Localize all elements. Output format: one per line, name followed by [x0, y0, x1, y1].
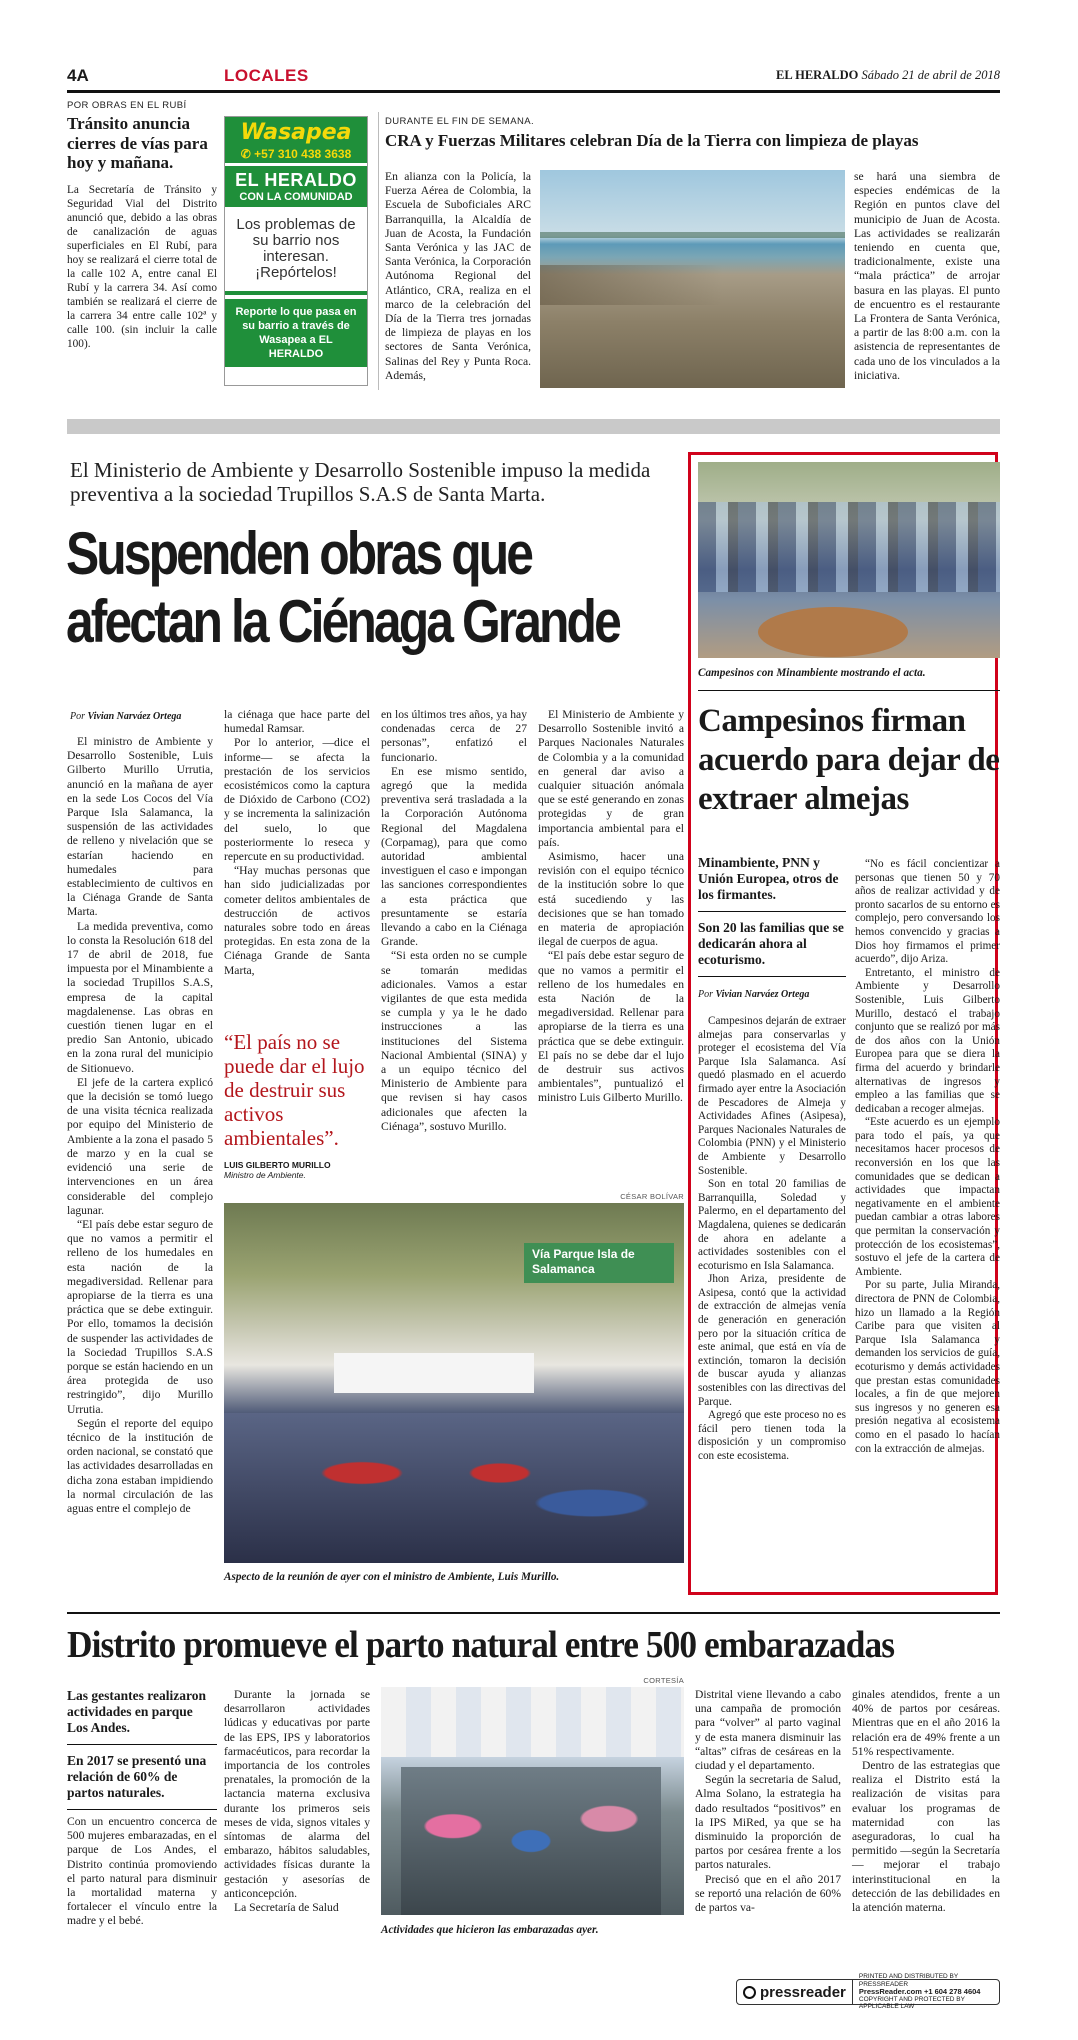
story4-col1 [67, 1815, 217, 1929]
paragraph: “No es fácil concientizar a personas que tienen 50 y 70 años de realizar actividad y de pronto sacarlos de su entorno es complejo, pero conversando los hemos convencido y gracias a Dios hoy firmamos el primer acuerdo”, dijo Ariza. [855, 858, 1000, 966]
headline-line2: afectan la Ciénaga Grande [66, 588, 619, 655]
pull-quote [224, 1030, 374, 1180]
brand-sub: CON LA COMUNIDAD [239, 191, 353, 203]
paragraph: “El país debe estar seguro de que no vamos a permitir el relleno de los humedales en esta nación de la megadiversidad. Rellenar para apropiarse de la tierra es una práctica que se debe extinguir. Por ello, tomamos la decisión de suspender las actividades de la Sociedad Trupillos S.A.S porque se están haciendo en un área protegida de uso restringido”, dijo Murillo Urrutia. [67, 1217, 213, 1416]
subhead-1: Minambiente, PNN y Unión Europea, otros de los firmantes. [698, 855, 839, 902]
paragraph: “Hay muchas personas que han sido judicializadas por cometer delitos ambientales de destrucción de activos naturales sobre todo en áreas protegidas. En esta zona de la Ciénaga Grande de Santa Marta, [224, 864, 370, 977]
subhead-2: Son 20 las familias que se dedicarán ahora al ecoturismo. [698, 920, 844, 967]
deck: El Ministerio de Ambiente y Desarrollo Sostenible impuso la medida preventiva a la sociedad Trupillos S.A.S de Santa Marta. [70, 458, 651, 506]
sidebar-col2 [855, 858, 1000, 1456]
byline [70, 711, 181, 722]
author-name: Vivian Narváez Ortega [715, 989, 810, 1000]
paragraph: en los últimos tres años, ya hay condenadas cerca de 27 personas”, enfatizó el funcionario. [381, 708, 527, 764]
paragraph: Asimismo, hacer una revisión con el equipo técnico de la institución sobre lo que está sucediendo y las decisiones que se han tomado en materia de apropiación ilegal de cuerpos de agua. [538, 850, 684, 949]
paragraph: Jhon Ariza, presidente de Asipesa, contó que la actividad de extracción de almejas venía de generación en generación pero por la situación crítica de este animal, que está en vía de extinción, tomaron la decisión de buscar ayuda y alianzas sostenibles con las directivas del Parque. [698, 1273, 846, 1408]
quote-name: LUIS GILBERTO MURILLO [224, 1160, 331, 1170]
paragraph: La medida preventiva, como lo consta la Resolución 618 del 17 de abril de 2018, fue impuesta por el Minambiente a la sociedad Trupillos S.A.S, empresa de la capital magdalenense. Las obras en cuestión tienen lugar en el predio San Antonio, ubicado en la zona rural del municipio de Sitionuevo. [67, 919, 213, 1075]
sidebar-photo [698, 462, 1000, 658]
story4-col2 [224, 1688, 370, 1915]
story-transito [67, 100, 217, 351]
paragraph: Distrital viene llevando a cabo una campaña de promoción para “volver” al parto vaginal y de esta manera disminuir las “altas” cifras de cesáreas en la ciudad y el departamento. [695, 1688, 841, 1773]
paragraph: Según el reporte del equipo técnico de la institución de orden nacional, se constató que las actividades desarrolladas en dicha zona estaban impidiendo la normal circulación de las aguas entre el complejo de [67, 1416, 213, 1515]
author-name: Vivian Narváez Ortega [87, 711, 182, 722]
photo-caption: Actividades que hicieron las embarazadas ayer. [381, 1924, 599, 1936]
photo-caption: Aspecto de la reunión de ayer con el ministro de Ambiente, Luis Murillo. [224, 1571, 560, 1583]
whatsapp-phone [225, 147, 367, 161]
quote-text: “El país no se puede dar el lujo de destruir sus activos ambientales”. [224, 1030, 365, 1150]
body-text [67, 183, 217, 351]
paragraph: “El país debe estar seguro de que no vamos a permitir el relleno de los humedales en esta Nación de la megadiversidad. Rellenar para apropiarse de la tierra es una práctica que se debe extinguir. El país no se debe dar el lujo de destruir sus activos ambientales”, puntualizó el ministro Luis Gilberto Murillo. [538, 949, 684, 1105]
section-label: LOCALES [224, 66, 309, 85]
meeting-photo [224, 1203, 684, 1563]
paper-name: EL HERALDO [776, 68, 859, 82]
story4-col4 [852, 1688, 1000, 1915]
story4-headline: Distrito promueve el parto natural entre 500 embarazadas [67, 1624, 895, 1666]
paragraph: La Secretaría de Salud [234, 1901, 339, 1915]
paragraph: Campesinos dejarán de extraer almejas para conservarlas y proteger el ecosistema del Vía Parque Isla Salamanca. Así quedó plasmado en el acuerdo firmado ayer entre la Asociación de Pescadores de Almeja y Actividades Afines (Asipesa), Parques Nacionales Naturales de Colombia (PNN) y el Ministerio de Ambiente y Desarrollo Sostenible. [698, 1015, 846, 1177]
issue-date: Sábado 21 de abril de 2018 [861, 68, 1000, 82]
photo-credit: CORTESÍA [643, 1676, 684, 1685]
paragraph: Con un encuentro concerca de 500 mujeres embarazadas, en el parque de Los Andes, el Distrito continúa promoviendo el parto natural para disminuir la mortalidad materna y fortalecer el vínculo entre la madre y el bebé. [67, 1815, 217, 1928]
paragraph: Por su parte, Julia Miranda, directora de PNN de Colombia, hizo un llamado a la Región Caribe para que visiten al Parque Isla Salamanca y demanden los servicios de guía, ecoturismo y demás actividades que prestan estas comunidades locales, a fin de que mejoren sus ingresos y no generen esa presión negativa al ecosistema como en el pasado lo hacían con la extracción de almejas. [855, 1279, 1000, 1455]
paragraph: El ministro de Ambiente y Desarrollo Sostenible, Luis Gilberto Murillo Urrutia, anunció en la mañana de ayer en la sede Los Cocos del Vía Parque Isla Salamanca, la suspensión de las actividades de relleno y nivelación que se estarían haciendo en humedales para establecimiento de cultivos en la Ciénaga Grande de Santa Marta. [67, 735, 213, 919]
byline [698, 989, 846, 1000]
quote-role: Ministro de Ambiente. [224, 1170, 306, 1180]
paragraph: “Este acuerdo es un ejemplo para todo el país, ya que necesitamos hacer procesos de reconversión en los que las comunidades que se dedican a actividades que impactan negativamente en el ambiente puedan cambiar a otras labores que permitan la conservación y protección de los ecosistemas”, sostuvo el jefe de la cartera de Ambiente. [855, 1116, 1000, 1278]
main-col2 [224, 708, 370, 978]
body-text-col2 [854, 170, 1000, 383]
paragraph: Precisó que en el año 2017 se reportó una relación de 60% de partos va- [695, 1872, 841, 1915]
park-sign: Vía Parque Isla de Salamanca [524, 1243, 674, 1283]
paragraph: Por lo anterior, —dice el informe— se afecta la prestación de los servicios ecosistémicos como la captura de Dióxido de Carbono (CO2) y se incrementa la salinización del suelo, lo que posteriormente lo reseca y repercute en su productividad. [224, 736, 370, 864]
paragraph: se hará una siembra de especies endémicas de la Región en puntos clave del municipio de Juan de Acosta. Las actividades se realizarán teniendo en cuenta que, tradicionalmente, existe una “mala práctica” de arrojar basura en las playas. El punto de encuentro es el restaurante La Frontera de Santa Verónica, a partir de las 8:00 a.m. con la asistencia de representantes de cada uno de los vinculados a la iniciativa. [854, 170, 1000, 382]
subhead-1: Las gestantes realizaron actividades en parque Los Andes. [67, 1688, 206, 1735]
page-number: 4A [67, 66, 89, 85]
wasapea-message: Los problemas de su barrio nos interesan. ¡Repórtelos! [225, 207, 367, 295]
wasapea-ad[interactable] [224, 116, 368, 386]
byline-prefix: Por [698, 989, 713, 1000]
wasapea-title: Wasapea [240, 120, 352, 145]
main-col3 [381, 708, 527, 1134]
pressreader-badge[interactable] [736, 1973, 1000, 2011]
photo-credit: CÉSAR BOLÍVAR [620, 1192, 684, 1201]
sidebar-headline: Campesinos firman acuerdo para dejar de extraer almejas [698, 703, 1000, 817]
kicker: POR OBRAS EN EL RUBÍ [67, 100, 187, 111]
body-text-col1 [385, 170, 531, 383]
paragraph: Durante la jornada se desarrollaron actividades lúdicas y educativas por parte de las EPS, IPS y laboratorios farmacéuticos, para recordar la importancia de los controles prenatales, la promoción de la lactancia materna exclusiva durante los primeros seis meses de vida, signos vitales y síntomas de alarma del embarazo, hábitos saludables, actividades físicas durante la gestación y asesorías de anticoncepción. [224, 1688, 370, 1900]
paragraph: Según la secretaria de Salud, Alma Solano, la estrategia ha dado resultados “positivos” en la IPS MiRed, ya que se ha disminuido la proporción de partos por cesárea frente a los partos naturales. [695, 1773, 841, 1872]
pregnant-women-photo [381, 1687, 684, 1915]
paragraph: En ese mismo sentido, agregó que la medida preventiva será trasladada a la la Corporación Autónoma Regional del Magdalena (Corpamag), para que como autoridad ambiental investiguen el caso e impongan las sanciones correspondientes a esta práctica que presuntamente se estaría llevando a cabo en la Ciénaga Grande. [381, 764, 527, 949]
paragraph: Agregó que este proceso no es fácil pero tienen toda la disposición y un compromiso con este ecosistema. [698, 1409, 846, 1462]
section-band [67, 419, 1000, 434]
kicker: DURANTE EL FIN DE SEMANA. [385, 116, 535, 127]
brand-block [225, 166, 367, 207]
byline-prefix: Por [70, 711, 85, 722]
main-col1 [67, 735, 213, 1516]
main-col4 [538, 708, 684, 1106]
wasapea-banner [225, 117, 367, 163]
paragraph: La Secretaría de Tránsito y Seguridad Vial del Distrito anunció que, debido a las obras de canalización de aguas superficiales en El Rubí, para hoy se realizará el cierre total de la calle 102 A, entre canal El Rubí y la carrera 34. Así como también se realizará el cierre de la carrera 34 entre calle 102ª y calle 100. (sin incluir la calle 100). [67, 183, 217, 350]
headline: CRA y Fuerzas Militares celebran Día de la Tierra con limpieza de playas [385, 131, 919, 150]
sidebar-col1 [698, 1015, 846, 1464]
pressreader-logo [737, 1980, 853, 2004]
whatsapp-icon: ✆ [240, 147, 251, 161]
header-rule [67, 90, 1000, 93]
phone-number: +57 310 438 3638 [254, 147, 352, 161]
paragraph: ginales atendidos, frente a un 40% de partos por cesáreas. Mientras que en el año 2016 la relación era de 49% frente a un 51% respectivamente. [852, 1688, 1000, 1758]
paper-dateline [700, 68, 1000, 83]
paragraph: Dentro de las estrategias que realiza el Distrito está la realización de visitas para evaluar los programas de maternidad con las aseguradoras, lo cual ha permitido —según la Secretaría— mejorar el trabajo interinstitucional en la detección de las debilidades en la atención materna. [852, 1759, 1000, 1915]
brand-name: pressreader [760, 1983, 846, 2001]
sidebar-subheads [698, 855, 846, 1000]
paragraph: Son en total 20 familias de Barranquilla, Soledad y Palermo, en el departamento del Magdalena, quienes se dedicarán de ahora en adelante a actividades sostenibles con el ecoturismo en Isla Salamanca. [698, 1178, 846, 1272]
column-divider [378, 112, 379, 390]
sidebar-caption: Campesinos con Minambiente mostrando el acta. [698, 667, 926, 679]
brand-name: EL HERALDO [235, 170, 357, 190]
pressreader-icon [743, 1986, 756, 1999]
story4-subheads [67, 1688, 217, 1810]
notice-line2: PressReader.com +1 604 278 4604 [858, 1987, 981, 1997]
story-rule [67, 1612, 1000, 1614]
subhead-2: En 2017 se presentó una relación de 60% de partos naturales. [67, 1753, 207, 1800]
paragraph: En alianza con la Policía, la Fuerza Aérea de Colombia, la Escuela de Suboficiales ARC Barranquilla, la Alcaldía de Juan de Acosta, la Fundación Santa Verónica y las JAC de Santa Verónica, la Corporación Autónoma Regional del Atlántico, CRA, realiza en el marco de la celebración del Día de la Tierra tres jornadas de limpieza de playas en los sectores de Santa Verónica, Salinas del Rey y Punta Roca. Además, [385, 170, 531, 382]
story4-col3 [695, 1688, 841, 1915]
pressreader-notice [853, 1973, 999, 2011]
paragraph: Entretanto, el ministro de Ambiente y Desarrollo Sostenible, Luis Gilberto Murillo, destacó el trabajo conjunto que se realizó por más de dos años con la Unión Europea para que se diera la firma del acuerdo y brindarle alternativas de ingresos y empleo a las familias que se dedicaban a recoger almejas. [855, 966, 1000, 1115]
headline-line1: Suspenden obras que [66, 520, 532, 587]
sidebar-rule [698, 690, 1000, 691]
beach-photo [540, 170, 845, 388]
paragraph: El jefe de la cartera explicó que la decisión se tomó luego de una visita técnica realizada por equipo del Ministerio de Ambiente a la zona el pasado 5 de marzo y en la cual se evidenció una serie de intervenciones en un área considerable del complejo lagunar. [67, 1075, 213, 1217]
paragraph: “Si esta orden no se cumple se tomarán medidas adicionales. Vamos a estar vigilantes de que esta medida se cumpla y ya le he dado instrucciones a las instituciones del Sistema Nacional Ambiental (SINA) y a un equipo técnico del Ministerio de Ambiente para que revisen si hay casos adicionales que afecten la Ciénaga”, sostuvo Murillo. [381, 949, 527, 1133]
notice-line3: COPYRIGHT AND PROTECTED BY APPLICABLE LAW [858, 1995, 965, 2011]
main-headline [66, 520, 619, 656]
paragraph: El Ministerio de Ambiente y Desarrollo Sostenible invitó a Parques Nacionales Naturales de Colombia y a la comunidad en general dar aviso a cualquier situación anómala que se esté generando en zonas protegidas y de gran importancia ambiental para el país. [538, 708, 684, 849]
headline: Tránsito anuncia cierres de vías para hoy y mañana. [67, 114, 208, 172]
wasapea-cta[interactable]: Reporte lo que pasa en su barrio a través de Wasapea a EL HERALDO [225, 299, 367, 367]
notice-line1: PRINTED AND DISTRIBUTED BY PRESSREADER [858, 1973, 959, 1988]
paragraph: la ciénaga que hace parte del humedal Ramsar. [224, 708, 370, 736]
